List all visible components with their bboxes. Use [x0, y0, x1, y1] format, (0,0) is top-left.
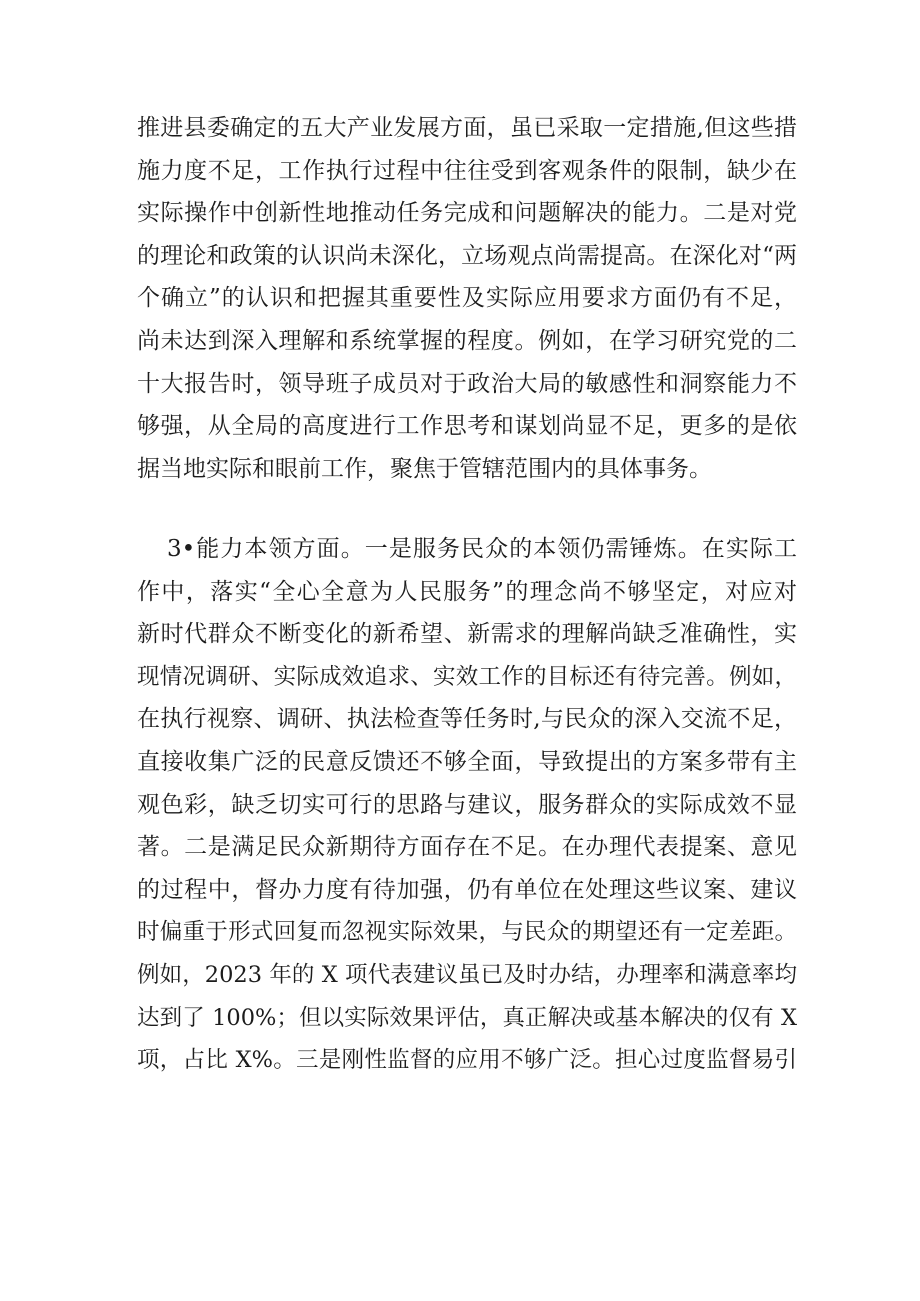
text-line: 个确立”的认识和把握其重要性及实际应用要求方面仍有不足， [137, 285, 797, 312]
paragraph-capability-section [137, 528, 797, 1082]
text-line: 的过程中，督办力度有待加强，仍有单位在处理这些议案、建议 [137, 876, 797, 903]
paragraph-political-understanding [137, 107, 797, 490]
text-line: 例如，2023 年的 X 项代表建议虽已及时办结，办理率和满意率均 [137, 961, 797, 988]
text-line: 时偏重于形式回复而忽视实际效果，与民众的期望还有一定差距。 [137, 919, 797, 946]
text-line: 达到了 100%；但以实际效果评估，真正解决或基本解决的仅有 X [137, 1004, 797, 1031]
text-line: 够强，从全局的高度进行工作思考和谋划尚显不足，更多的是依 [137, 413, 797, 440]
text-line: 项，占比 X%。三是刚性监督的应用不够广泛。担心过度监督易引 [137, 1047, 797, 1074]
text-line: 在执行视察、调研、执法检查等任务时,与民众的深入交流不足， [137, 706, 797, 733]
text-line: 新时代群众不断变化的新希望、新需求的理解尚缺乏准确性，实 [137, 621, 797, 648]
text-line: 的理论和政策的认识尚未深化，立场观点尚需提高。在深化对“两 [137, 242, 797, 269]
text-line: 尚未达到深入理解和系统掌握的程度。例如，在学习研究党的二 [137, 327, 797, 354]
text-line: 推进县委确定的五大产业发展方面，虽已采取一定措施,但这些措 [137, 115, 797, 141]
text-line: 十大报告时，领导班子成员对于政治大局的敏感性和洞察能力不 [137, 370, 797, 397]
text-line: 观色彩，缺乏切实可行的思路与建议，服务群众的实际成效不显 [137, 791, 797, 818]
text-line: 作中，落实“全心全意为人民服务”的理念尚不够坚定，对应对 [137, 578, 797, 605]
text-line: 直接收集广泛的民意反馈还不够全面，导致提出的方案多带有主 [137, 748, 797, 775]
text-line: 著。二是满足民众新期待方面存在不足。在办理代表提案、意见 [137, 834, 797, 861]
text-line: 实际操作中创新性地推动任务完成和问题解决的能力。二是对党 [137, 200, 797, 227]
text-line: 据当地实际和眼前工作，聚焦于管辖范围内的具体事务。 [137, 455, 712, 482]
text-line: 施力度不足，工作执行过程中往往受到客观条件的限制，缺少在 [137, 157, 797, 184]
text-line: 3•能力本领方面。一是服务民众的本领仍需锤炼。在实际工 [167, 536, 797, 562]
text-line: 现情况调研、实际成效追求、实效工作的目标还有待完善。例如， [137, 663, 797, 690]
